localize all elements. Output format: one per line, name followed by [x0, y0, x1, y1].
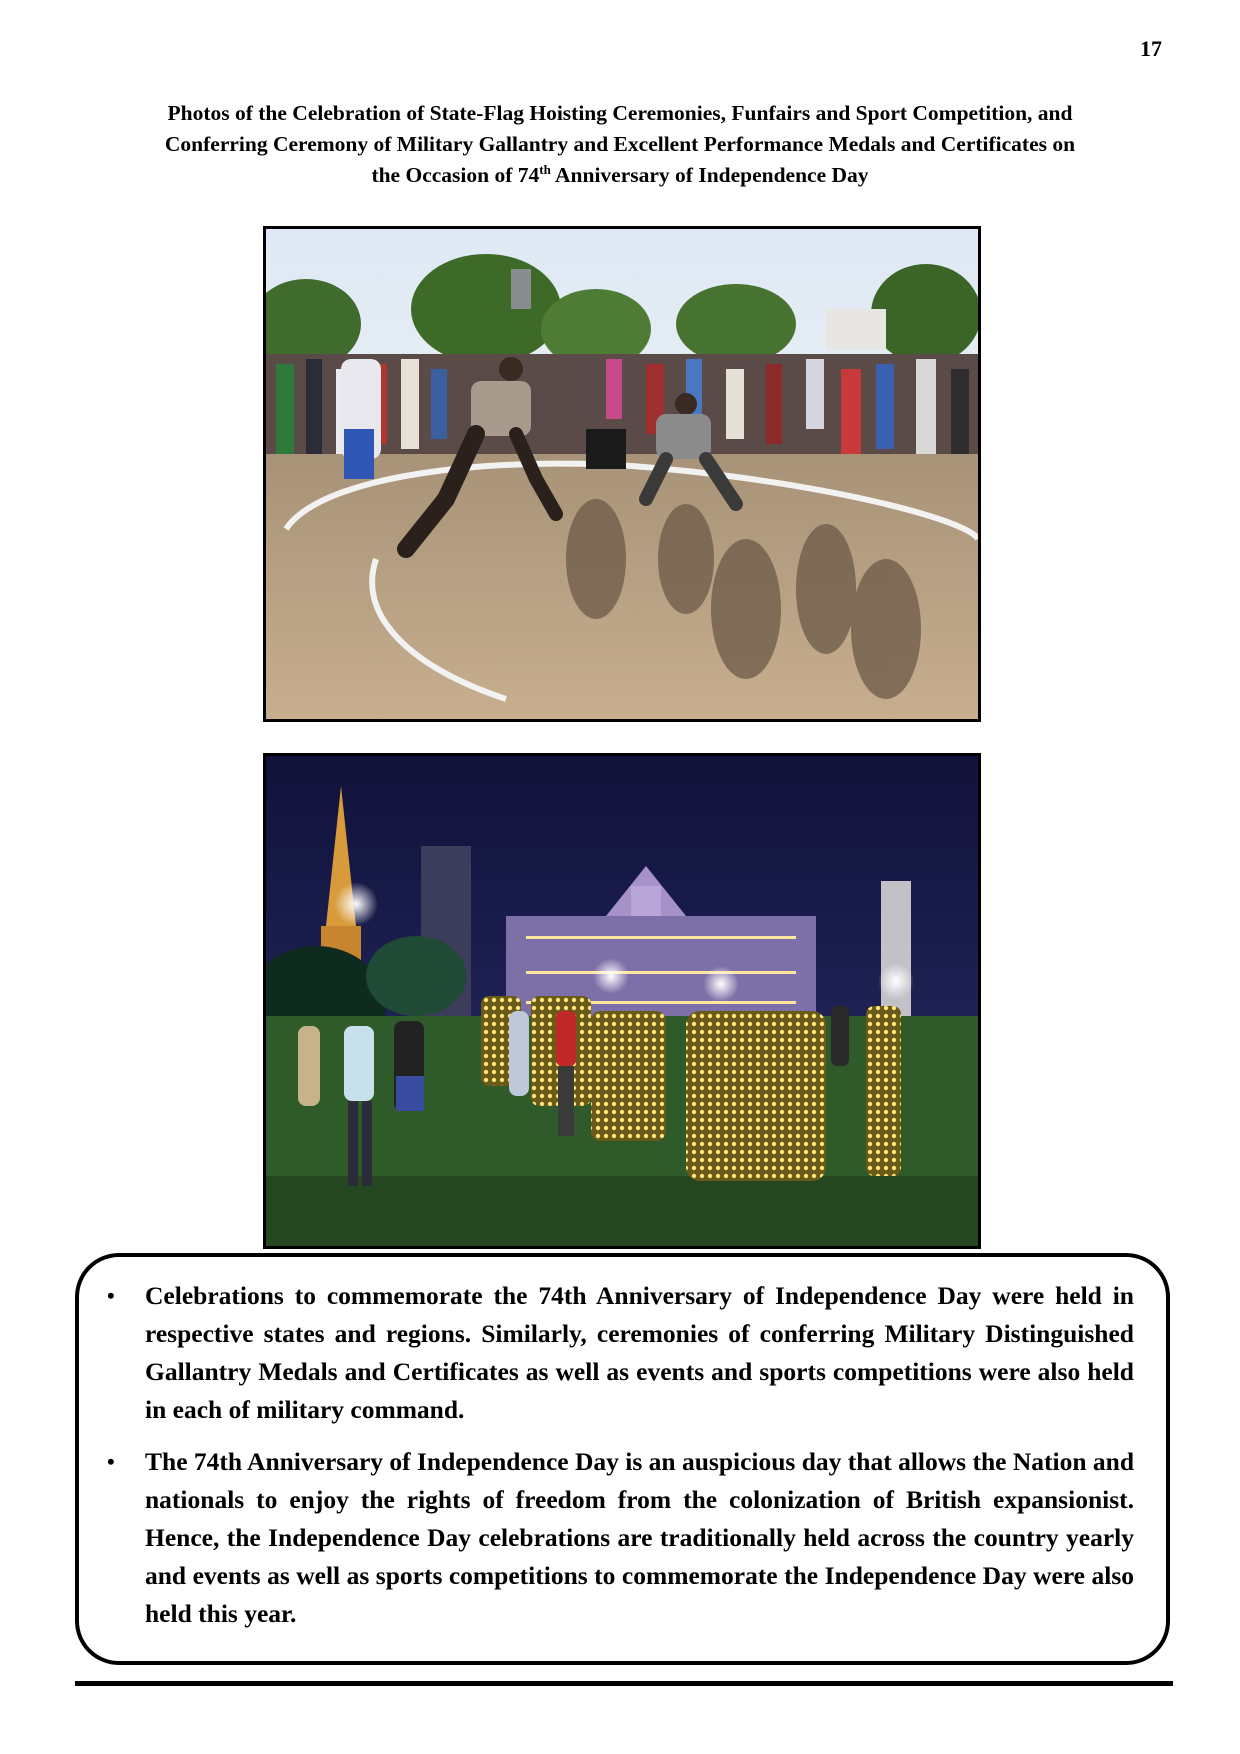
bullet-item — [104, 1443, 1134, 1633]
sports-competition-illustration — [266, 229, 978, 719]
title-line-1: Photos of the Celebration of State-Flag Hoisting Ceremonies, Funfairs and Sport Competition, and — [167, 101, 1073, 125]
bullet-list — [104, 1277, 1134, 1633]
sports-competition-photo — [263, 226, 981, 722]
bullet-text: Celebrations to commemorate the 74th Anniversary of Independence Day were held in respective states and regions. Similarly, ceremonies of conferring Military Distinguished Gallantry Medals and Certificates as well as events and sports competitions were also held in each of military command. — [145, 1281, 1134, 1424]
funfair-night-photo — [263, 753, 981, 1249]
bullet-icon: • — [107, 1283, 115, 1308]
title-superscript: th — [539, 161, 551, 177]
funfair-night-illustration — [266, 756, 978, 1246]
bullet-icon: • — [107, 1449, 115, 1474]
title-line-3-end: Anniversary of Independence Day — [550, 163, 869, 187]
title-line-3-start: the Occasion of 74 — [371, 163, 540, 187]
title-line-2: Conferring Ceremony of Military Gallantry and Excellent Performance Medals and Certificates on — [164, 132, 1076, 156]
page-title — [80, 98, 1160, 191]
summary-text-box — [75, 1253, 1170, 1665]
bottom-divider — [75, 1681, 1173, 1686]
bullet-item — [104, 1277, 1134, 1429]
page-number: 17 — [1140, 36, 1162, 61]
bullet-text: The 74th Anniversary of Independence Day is an auspicious day that allows the Nation and nationals to enjoy the rights of freedom from the colonization of British expansionist. Hence, the Independence Day celebrations are traditionally held across the country yearly and events as well as sports competitions to commemorate the Independence Day were also held this year. — [145, 1447, 1134, 1628]
